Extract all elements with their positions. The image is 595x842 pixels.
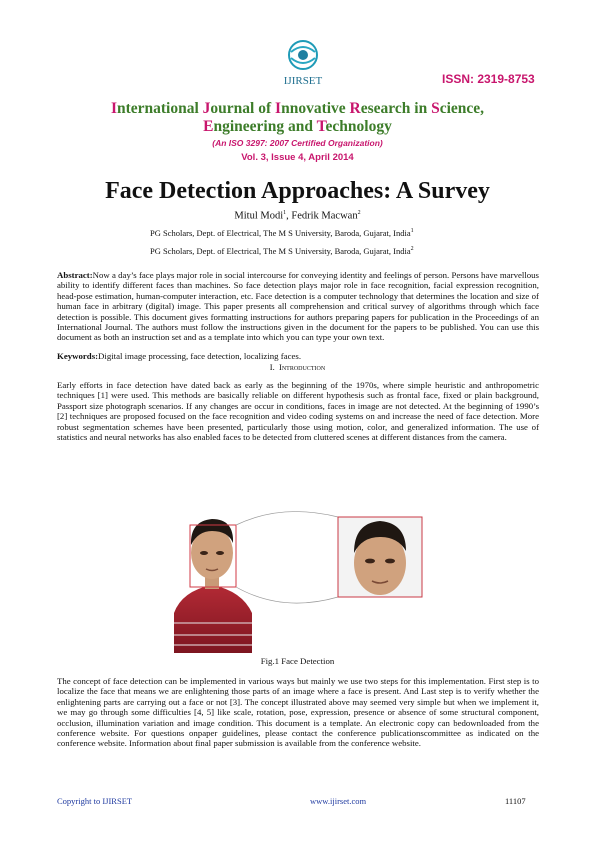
volume-issue: Vol. 3, Issue 4, April 2014 [241, 152, 354, 163]
footer-page-number: 11107 [505, 796, 526, 806]
journal-title-word: ngineering [213, 118, 288, 135]
footer-website-link[interactable]: www.ijirset.com [310, 796, 367, 806]
logo-globe-icon [273, 38, 333, 88]
journal-title-initial: T [316, 118, 326, 135]
authors-line [40, 210, 555, 222]
footer-copyright: Copyright to IJIRSET [57, 796, 133, 806]
author-1: Mitul Modi [234, 210, 284, 222]
logo-text: IJIRSET [283, 75, 323, 87]
journal-title-initial: E [203, 118, 214, 135]
journal-title-word: nternational [116, 100, 203, 117]
affiliation-1-sup: 1 [410, 228, 414, 235]
journal-title-word: echnology [325, 118, 392, 135]
journal-title-word: in [414, 100, 432, 117]
author-2: Fedrik Macwan [291, 210, 358, 222]
keywords-text: Digital image processing, face detection, localizing faces. [98, 351, 302, 361]
journal-title-word: nnovative [281, 100, 350, 117]
person-photo [172, 473, 252, 653]
keywords-label: Keywords: [57, 351, 99, 361]
body-paragraph: The concept of face detection can be implemented in various ways but mainly we use two steps for this implementation. First step is to localize the face that means we are enlightening those parts of an image where a face is present. And Last step is to verify whether the enlightening parts are carrying out a face or not [3]. The concept illustrated above may seemed very simple but when we implement it, we may go through some difficulties [4, 5] like scale, rotation, pose, expression, presence or absence of some structural component, occlusion, illumination variation and image condition. This document is a template. An electronic copy can bedownloaded from the conference website. For questions onpaper guidelines, please contact the conference publicationscommittee as indicated on the conference website. Information about final paper submission is available from the conference website. [57, 676, 539, 749]
journal-title-initial: S [431, 100, 440, 117]
journal-logo [273, 38, 333, 88]
issn-label: ISSN: 2319-8753 [442, 72, 535, 86]
author-separator: , [286, 210, 292, 222]
face-detection-image [172, 473, 430, 653]
journal-title-word: cience, [439, 100, 485, 117]
journal-title-word: and [288, 118, 317, 135]
abstract-text: Now a day’s face plays major role in social intercourse for conveying identity and feelings of person. Persons have marvellous ability to identify different faces than machines. So face detection plays major role in face recognition, facial expression recognition, head-pose estimation, human-computer interaction, etc. Face detection is a computer technology that determines the location and size of human face in arbitrary (digital) image. This paper presents all comprehension and critical survey of algorithms through which face detection is possible. This document gives formatting instructions for authors preparing papers for publication in the Proceedings of an International Journal. The authors must follow the instructions given in the document for the papers to be published. You can use this document as both an instruction set and as a template into which you can type your own text. [57, 270, 539, 343]
journal-title-initial: I [110, 100, 117, 117]
iso-certification: (An ISO 3297: 2007 Certified Organization) [212, 138, 383, 148]
keywords [57, 351, 539, 361]
author-2-sup: 2 [357, 210, 361, 216]
affiliation-2 [150, 246, 414, 256]
journal-title-initial: I [275, 100, 282, 117]
section-title: Introduction [279, 362, 326, 372]
abstract [57, 270, 539, 343]
journal-title-word: ournal [210, 100, 259, 117]
journal-title [40, 100, 555, 136]
section-number: I. [269, 362, 275, 372]
cropped-face-photo [338, 517, 422, 597]
journal-title-word: esearch [360, 100, 415, 117]
journal-title-line2 [40, 118, 555, 136]
introduction-paragraph: Early efforts in face detection have dated back as early as the beginning of the 1970s, where simple heuristic and anthropometric techniques [1] were used. This methods are basically reliable on different hypothesis such as frontal face, fixed or plain background, Passport size photograph scenarios. If any changes are occur in conditions, faces in image are not detected. At the beginning of 1990’s [2] techniques are proposed focused on the face recognition and video coding systems on and increase the need of face detection. More robust segmentation schemes have been presented, particularly those using motion, color, and generalized information. The use of statistics and neural networks has also enabled faces to be detected from cluttered scenes at different distances from the camera. [57, 380, 539, 443]
affiliation-1-text: PG Scholars, Dept. of Electrical, The M S University, Baroda, Gujarat, India [150, 228, 411, 238]
journal-title-initial: R [349, 100, 361, 117]
section-heading-introduction [40, 362, 555, 372]
affiliation-1 [150, 228, 414, 238]
paper-title: Face Detection Approaches: A Survey [105, 178, 490, 204]
author-1-sup: 1 [283, 210, 287, 216]
journal-title-initial: J [202, 100, 211, 117]
journal-title-line1 [40, 100, 555, 118]
figure-face-detection [172, 473, 430, 653]
figure-caption: Fig.1 Face Detection [260, 656, 335, 666]
journal-title-word: of [258, 100, 276, 117]
abstract-label: Abstract: [57, 270, 93, 280]
affiliation-2-sup: 2 [410, 246, 414, 253]
affiliation-2-text: PG Scholars, Dept. of Electrical, The M S University, Baroda, Gujarat, India [150, 246, 411, 256]
